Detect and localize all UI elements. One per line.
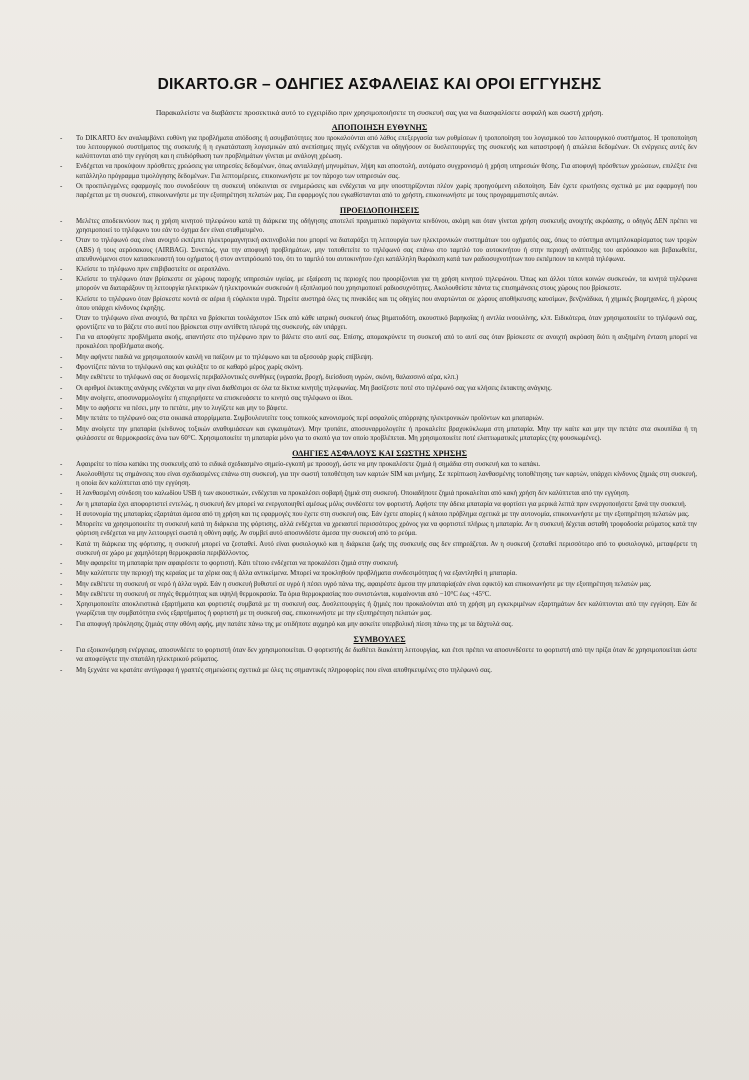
list-item: - Φροντίζετε πάντα το τηλέφωνό σας και φυλάξτε το σε καθαρό μέρος χωρίς σκόνη. [62,363,697,372]
list-item: - Μην αφήνετε παιδιά να χρησιμοποιούν καυλή να παίζουν με το τηλέφωνο και τα αξεσουάρ χωρίς επίβλεψη. [62,353,697,362]
item-list [62,460,697,629]
list-item: - Κλείστε το τηλέφωνο όταν βρίσκεστε σε χώρους παροχής υπηρεσιών υγείας, με εξαίρεση τις περιοχές που προορίζονται για τη χρήση κινητού τηλεφώνου. Όπως και άλλοι τύποι κοινών συσκευών, τα κινητά τηλέφωνα μπορούν να διαταράξουν τη λειτουργία ηλεκτρικών ή ηλεκτρονικών συσκευών ή εξοπλισμού που χρησιμοποιεί ραδιοσυχνότητες. Ακολουθείστε πάντα τις επισημάνσεις στους χώρους που βρίσκεστε. [62,275,697,293]
list-item: - Κλείστε το τηλέφωνο όταν βρίσκεστε κοντά σε αέρια ή εύφλεκτα υγρά. Τηρείτε αυστηρά όλες τις πινακίδες και τις οδηγίες που αναρτώνται σε χώρους αποθήκευσης καυσίμων, βενζινάδικα, ή χημικές βιομηχανίες, ή χώρους όπου υπάρχει κίνδυνος έκρηξης. [62,295,697,313]
list-item: - Κατά τη διάρκεια της φόρτισης, η συσκευή μπορεί να ζεσταθεί. Αυτό είναι φυσιολογικό και η διάρκεια ζωής της συσκευής σας δεν επηρεάζεται. Αν η συσκευή ζεσταθεί περισσότερο από το φυσιολογικό, μεταφέρετε τη συσκευή σε χώρο με χαμηλότερη θερμοκρασία περιβάλλοντος. [62,540,697,558]
item-list [62,134,697,200]
section-warnings [62,206,697,443]
list-item: - Μην πετάτε το τηλέφωνό σας στα οικιακά απορρίμματα. Συμβουλευτείτε τους τοπικούς κανονισμούς περί ασφαλούς απόρριψης ηλεκτρονικών προϊόντων και μπαταριών. [62,414,697,423]
list-item: - Μην εκθέτετε το τηλέφωνό σας σε δυσμενείς περιβαλλοντικές συνθήκες (υγρασία, βροχή, διείσδυση υγρών, σκόνη, θαλασσινό αέρα, κλπ.) [62,373,697,382]
section-heading: ΑΠΟΠΟΙΗΣΗ ΕΥΘΥΝΗΣ [331,123,428,132]
list-item: - Μην αφαιρείτε τη μπαταρία πριν αφαιρέσετε το φορτιστή. Κάτι τέτοιο ενδέχεται να προκαλέσει ζημιά στην συσκευή. [62,559,697,568]
list-item: - Όταν το τηλέφωνο είναι ανοιχτό, θα πρέπει να βρίσκεται τουλάχιστον 15εκ από κάθε ιατρική συσκευή όπως βηματοδότη, ακουστικό βαρηκοΐας ή αντλία ινσουλίνης, κλπ. Ειδικότερα, όταν χρησιμοποιείτε το τηλέφωνό σας, φροντίζετε να το βάζετε στο αυτί που βρίσκεται στην αντίθετη πλευρά της συσκευής, εάν υπάρχει. [62,314,697,332]
list-item: - Το DIKARTO δεν αναλαμβάνει ευθύνη για προβλήματα απόδοσης ή ασυμβατότητες που προκαλούνται από λάθος επεξεργασία των ρυθμίσεων ή τροποποίηση του λογισμικού του λειτουργικού συστήματος. Η τροποποίηση του λειτουργικού συστήματος της συσκευής ή η εγκατάσταση λογισμικών από ανεπίσημες πηγές ενδέχεται να οδηγήσουν σε δυσλειτουργίες της συσκευής και καταστροφή ή απώλεια δεδομένων. Οι ενέργειες αυτές δεν καλύπτονται από την εγγύηση και η επιδιόρθωση των προβλημάτων γίνεται με ανάλογη χρέωση. [62,134,697,161]
list-item: - Μην το αφήσετε να πέσει, μην το πετάτε, μην το λυγίζετε και μην το βάφετε. [62,404,697,413]
list-item: - Μη ξεχνάτε να κρατάτε αντίγραφα ή γραπτές σημειώσεις σχετικά με όλες τις σημαντικές πληροφορίες που είναι αποθηκευμένες στο τηλέφωνό σας. [62,666,697,676]
list-item: - Χρησιμοποιείτε αποκλειστικά εξαρτήματα και φορτιστές συμβατά με τη συσκευή σας. Δυσλειτουργίες ή ζημιές που προκαλούνται από τη χρήση μη εγκεκριμένων εξαρτημάτων δεν καλύπτονται από την εγγύηση. Εάν δε γνωρίζεται την συμβατότητα ενός εξαρτήματος ή φορτιστή με τη συσκευή σας, επικοινωνήστε με την εξυπηρέτηση πελατών μας. [62,600,697,618]
list-item: - Η λανθασμένη σύνδεση του καλωδίου USB ή των ακουστικών, ενδέχεται να προκαλέσει σοβαρή ζημιά στη συσκευή. Οποιαδήποτε ζημιά προκαλείται από κακή χρήση δεν καλύπτεται από την εγγύηση. [62,489,697,498]
list-item: - Όταν το τηλέφωνό σας είναι ανοιχτό εκπέμπει ηλεκτρομαγνητική ακτινοβολία που μπορεί να διαταράξει τη λειτουργία των ηλεκτρονικών συστημάτων του οχήματός σας, όπως το σύστημα αντιμπλοκαρίσματος των τροχών (ABS) ή τους αερόσακους (AIRBAG). Συνεπώς, για την αποφυγή προβλημάτων, μην τοποθετείτε το τηλέφωνό σας επάνω στο ταμπλό του αυτοκινήτου ή στην περιοχή ανάπτυξης του αερόσακου και βεβαιωθείτε, απευθυνόμενοι στον κατασκευαστή του οχήματος ή στον αντιπρόσωπό του, ότι το ταμπλό του αυτοκινήτου έχει κατάλληλη θωράκιση κατά των ραδιοσυχνοτήτων που εκπέμπουν τα κινητά τηλέφωνα. [62,236,697,263]
list-item: - Ακολουθήστε τις σημάνσεις που είναι σχεδιασμένες επάνω στη συσκευή, για την σωστή τοποθέτηση των καρτών SIM και μνήμης. Σε περίπτωση λανθασμένης τοποθέτησης των καρτών, υπάρχει κίνδυνος ζημιάς στη συσκευή, η οποία δεν καλύπτεται από την εγγύηση. [62,470,697,488]
section-heading: ΠΡΟΕΙΔΟΠΟΙΗΣΕΙΣ [339,206,420,216]
list-item: - Μην καλύπτετε την περιοχή της κεραίας με τα χέρια σας ή άλλα αντικείμενα. Μπορεί να προκληθούν προβλήματα συνδεσιμότητας ή να εξαντληθεί η μπαταρία. [62,569,697,578]
list-item: - Για να αποφύγετε προβλήματα ακοής, απαντήστε στο τηλέφωνο πριν το βάλετε στο αυτί σας. Επίσης, απομακρύνετε τη συσκευή από το αυτί σας όταν βρίσκεστε σε ανοιχτή ακρόαση διότι η αυξημένη ένταση μπορεί να προκαλέσει προβλήματα ακοής. [62,333,697,351]
intro-text: Παρακαλείστε να διαβάσετε προσεκτικά αυτό το εγχειρίδιο πριν χρησιμοποιήσετε τη συσκευή σας για να διασφαλίσετε ασφαλή και σωστή χρήση. [155,108,604,117]
list-item: - Κλείστε το τηλέφωνο πριν επιβιβαστείτε σε αεροπλάνο. [62,265,697,274]
list-item: - Μην ανοίγετε την μπαταρία (κίνδυνος τοξικών αναθυμιάσεων και εγκαυμάτων). Μην τρυπάτε, αποσυναρμολογείτε ή προκαλείτε βραχυκύκλωμα στη μπαταρία. Μην την καίτε και μην την πετάτε στα σκουπίδια ή τη φυλάσσετε σε θερμοκρασίες άνω των 60°C. Χρησιμοποιείτε τη μπαταρία μόνο για το σκοπό για τον οποίο προβλέπεται. Μη χρησιμοποιείτε ποτέ ελαττωματικές μπαταρίες (πχ φουσκωμένες). [62,425,697,443]
list-item: - Μπορείτε να χρησιμοποιείτε τη συσκευή κατά τη διάρκεια της φόρτισης, αλλά ενδέχεται να χρειαστεί περισσότερος χρόνος για να φορτιστεί πλήρως η μπαταρία. Αν η συσκευή δέχεται ασταθή τροφοδοσία ρεύματος κατά την φόρτιση ενδέχεται να μην λειτουργεί σωστά η οθόνη αφής. Αν συμβεί αυτό αποσυνδέστε άμεσα την συσκευή από το ρεύμα. [62,520,697,538]
section-disclaimer [62,123,697,200]
section-safe-use [62,449,697,629]
page-title: DIKARTO.GR – ΟΔΗΓΙΕΣ ΑΣΦΑΛΕΙΑΣ ΚΑΙ ΟΡΟΙ ΕΓΓΥΗΣΗΣ [157,76,602,93]
list-item: - Μην εκθέτετε τη συσκευή σε νερό ή άλλα υγρά. Εάν η συσκευή βυθιστεί σε υγρό ή πέσει υγρό πάνω της, αφαιρέστε άμεσα την μπαταρία(εάν είναι εφικτό) και επικοινωνήστε με την εξυπηρέτηση πελατών μας. [62,580,697,589]
list-item: - Μην εκθέτετε τη συσκευή σε πηγές θερμότητας και υψηλή θερμοκρασία. Τα όρια θερμοκρασίας που συνιστώνται, κυμαίνονται από −10°C έως +45°C. [62,590,697,599]
list-item: - Για αποφυγή πρόκλησης ζημιάς στην οθόνη αφής, μην πατάτε πάνω της με οτιδήποτε αιχμηρό και μην ασκείτε υπερβολική πίεση πάνω της με τα δάχτυλά σας. [62,620,697,629]
item-list [62,217,697,443]
list-item: - Η αυτονομία της μπαταρίας εξαρτάται άμεσα από τη χρήση και τις εφαρμογές που έχετε στη συσκευή σας. Εάν έχετε απορίες ή κάποιο πρόβλημα σχετικά με την αυτονομία, επικοινωνήστε με την εξυπηρέτηση πελατών μας. [62,510,697,519]
list-item: - Αν η μπαταρία έχει αποφορτιστεί εντελώς, η συσκευή δεν μπορεί να ενεργοποιηθεί αμέσως μόλις συνδέσετε τον φορτιστή. Αφήστε την άδεια μπαταρία να φορτίσει για μερικά λεπτά πριν ενεργοποιήσετε ξανά την συσκευή. [62,500,697,509]
section-heading: ΣΥΜΒΟΥΛΕΣ [353,634,406,644]
list-item: - Μην ανοίγετε, αποσυναρμολογείτε ή επιχειρήσετε να επισκευάσετε το κινητό σας τηλέφωνο οι ίδιοι. [62,394,697,403]
list-item: - Οι αριθμοί έκτακτης ανάγκης ενδέχεται να μην είναι διαθέσιμοι σε όλα τα δίκτυα κινητής τηλεφωνίας. Μη βασίζεστε ποτέ στο τηλέφωνό σας για κλήσεις έκτακτης ανάγκης. [62,384,697,393]
item-list [62,646,697,676]
section-heading: ΟΔΗΓΙΕΣ ΑΣΦΑΛΟΥΣ ΚΑΙ ΣΩΣΤΗΣ ΧΡΗΣΗΣ [292,448,467,458]
list-item: - Αφαιρείτε το πίσω καπάκι της συσκευής από το ειδικά σχεδιασμένο σημείο-εγκοπή με προσοχή, ώστε να μην προκαλέσετε ζημιά ή σημάδια στη συσκευή και το καπάκι. [62,460,697,469]
list-item: - Ενδέχεται να προκύψουν πρόσθετες χρεώσεις για υπηρεσίες δεδομένων, όπως ανταλλαγή μηνυμάτων, λήψη και αποστολή, αυτόματο συγχρονισμό ή χρήση υπηρεσιών θέσης. Για αποφυγή πρόσθετων χρεώσεων, επιλέξτε ένα κατάλληλο πρόγραμμα τιμολόγησης δεδομένων. Για λεπτομέρειες, επικοινωνήστε με τον πάροχο των υπηρεσιών σας. [62,162,697,180]
section-advice [62,635,697,676]
list-item: - Οι προεπιλεγμένες εφαρμογές που συνοδεύουν τη συσκευή υπόκεινται σε ενημερώσεις και ενδέχεται να μην υποστηρίζονται πλέον χωρίς προηγούμενη ειδοποίηση. Εάν έχετε ερωτήσεις σχετικά με μια εφαρμογή που παρέχεται με τη συσκευή, επικοινωνήστε με την εξυπηρέτηση πελατών μας. Για εφαρμογές που εγκαθίστανται από το χρήστη, επικοινωνήστε με τους προγραμματιστές αυτών. [62,182,697,200]
list-item: - Για εξοικονόμηση ενέργειας, αποσυνδέετε το φορτιστή όταν δεν χρησιμοποιείται. Ο φορτιστής δε διαθέτει διακόπτη λειτουργίας, και έτσι πρέπει να αποσυνδέσετε το φορτιστή από την πρίζα όταν δε χρησιμοποιείται ώστε να αποφεύγετε την σπατάλη ηλεκτρικού ρεύματος. [62,646,697,665]
list-item: - Μελέτες αποδεικνύουν πως η χρήση κινητού τηλεφώνου κατά τη διάρκεια της οδήγησης αποτελεί πραγματικό παράγοντα κινδύνου, ακόμη και όταν γίνεται χρήση συσκευής ανοιχτής ακρόασης, ο οδηγός ΔΕΝ πρέπει να χρησιμοποιεί το τηλέφωνο του εάν το όχημα δεν είναι σταθμευμένο. [62,217,697,235]
